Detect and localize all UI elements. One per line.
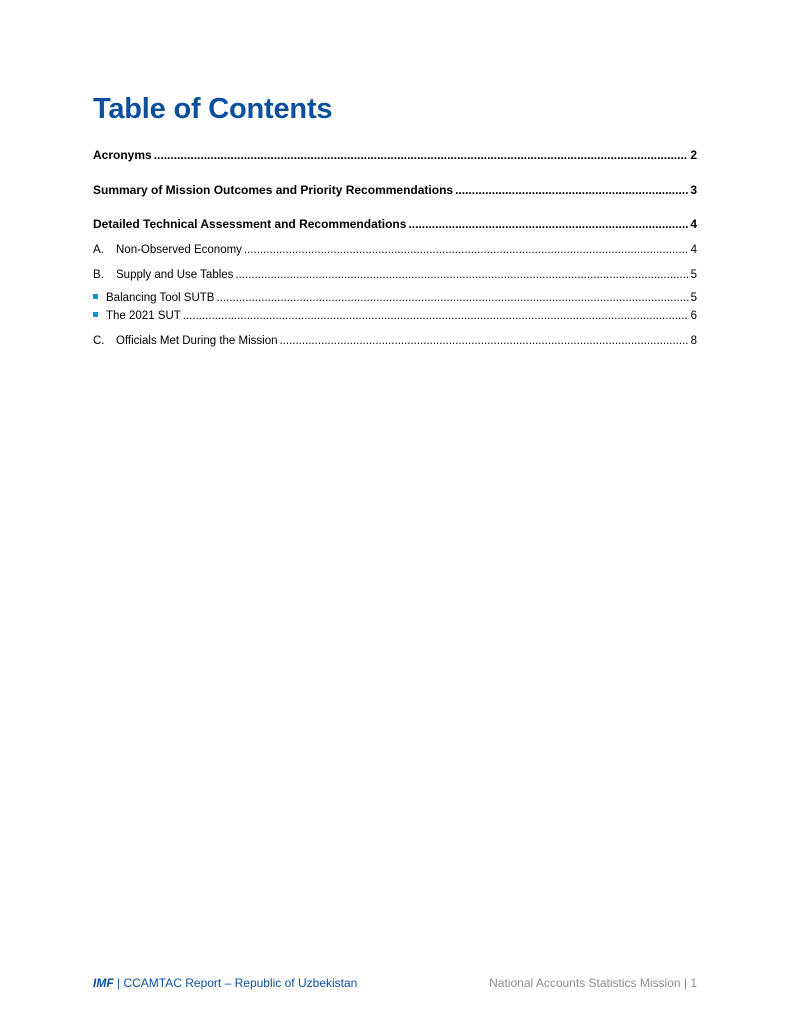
footer-report-title: CCAMTAC Report – Republic of Uzbekistan: [123, 976, 358, 990]
toc-label-text: Officials Met During the Mission: [116, 335, 278, 347]
square-bullet-icon: [93, 294, 98, 299]
toc-letter: B.: [93, 269, 104, 281]
toc-leader: [235, 267, 688, 283]
toc-label: [93, 267, 233, 283]
toc-label-text: Non-Observed Economy: [116, 244, 242, 256]
toc-page-number: 5: [690, 269, 697, 281]
toc-leader: [455, 182, 688, 198]
toc-page-number: 4: [690, 244, 697, 256]
toc-entry-summary[interactable]: [93, 182, 697, 198]
toc-label: Detailed Technical Assessment and Recommendations: [93, 217, 407, 231]
footer-org: IMF: [93, 976, 114, 990]
toc-entry-officials-met[interactable]: [93, 333, 697, 349]
toc-page-number: 8: [690, 335, 697, 347]
toc-entry-detailed-assessment[interactable]: [93, 216, 697, 232]
square-bullet-icon: [93, 312, 98, 317]
page-title: Table of Contents: [93, 93, 333, 125]
toc-label: Summary of Mission Outcomes and Priority Recommendations: [93, 183, 454, 197]
toc-entry-non-observed-economy[interactable]: [93, 242, 697, 258]
toc-entry-2021-sut[interactable]: [93, 308, 697, 324]
toc-leader: [408, 216, 688, 232]
toc-label-text: Supply and Use Tables: [116, 269, 234, 281]
toc-page-number: 3: [690, 183, 697, 197]
toc-label: [93, 333, 277, 349]
toc-page-number: 2: [690, 148, 697, 162]
toc-label-text: The 2021 SUT: [106, 310, 181, 322]
toc-page-number: 4: [690, 217, 697, 231]
toc-label: Acronyms: [93, 148, 152, 162]
toc-label: [93, 290, 214, 306]
toc-label-text: Balancing Tool SUTB: [106, 292, 215, 304]
toc-entry-balancing-tool[interactable]: [93, 290, 697, 306]
toc-label: [93, 308, 181, 324]
toc-leader: [279, 333, 688, 349]
toc-leader: [183, 308, 689, 324]
toc-page-number: 6: [690, 310, 697, 322]
footer-report-info: [93, 975, 357, 991]
footer-mission-page: National Accounts Statistics Mission | 1: [489, 976, 697, 990]
toc-entry-acronyms[interactable]: [93, 147, 697, 163]
toc-entry-supply-use-tables[interactable]: [93, 267, 697, 283]
footer-separator: |: [113, 976, 124, 990]
toc-letter: C.: [93, 335, 105, 347]
toc-leader: [216, 290, 688, 306]
toc-label: [93, 242, 242, 258]
page-footer: [93, 975, 697, 991]
toc-page-number: 5: [690, 292, 697, 304]
toc-leader: [244, 242, 689, 258]
toc-leader: [154, 147, 689, 163]
toc-letter: A.: [93, 244, 104, 256]
